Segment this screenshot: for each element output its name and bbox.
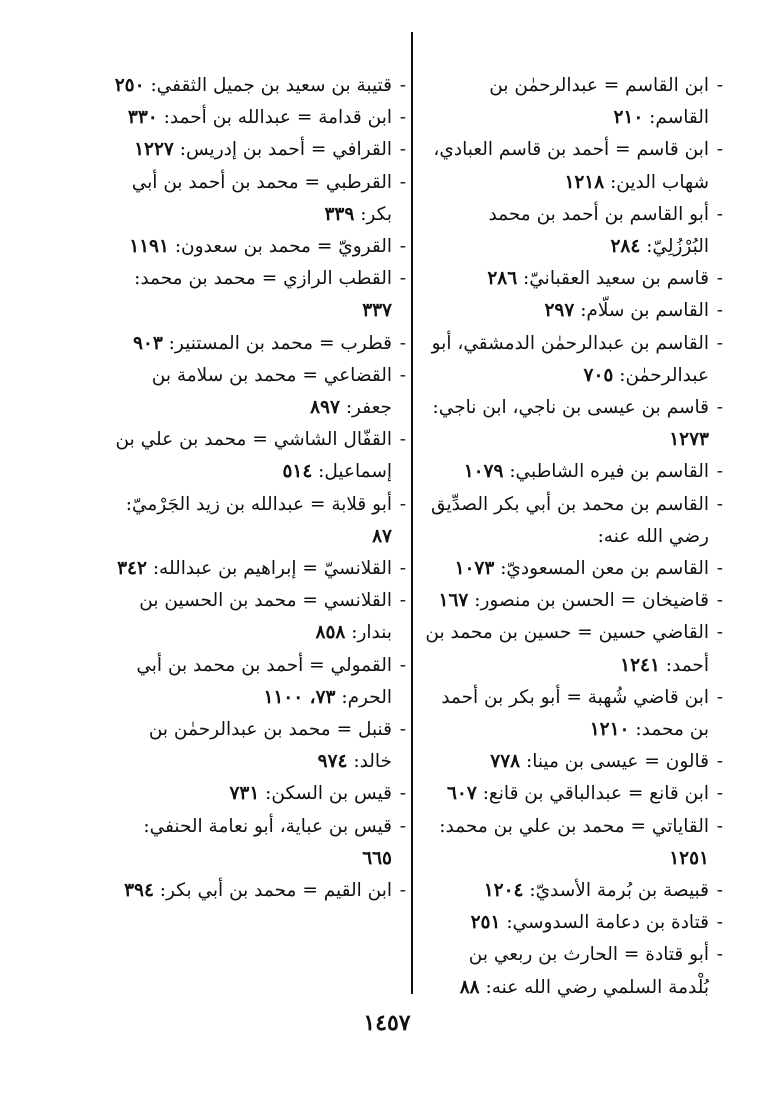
entry-text: قالون = عيسى بن مينا: — [525, 751, 709, 773]
index-entry — [108, 811, 406, 875]
page-number: ١٤٥٧ — [363, 1010, 411, 1036]
index-entry — [108, 231, 406, 263]
index-entry — [108, 553, 406, 585]
entry-text: القاسم بن محمد بن أبي بكر الصدِّيق رضي الله عنه: — [431, 493, 709, 547]
index-entry — [425, 134, 723, 198]
entry-bullet: - — [716, 139, 723, 161]
entry-text: قيس بن عباية، أبو نعامة الحنفي: — [143, 815, 392, 837]
index-entry — [425, 553, 723, 585]
entry-page-number: ١٢٥١ — [669, 847, 709, 869]
index-entry — [425, 199, 723, 263]
entry-page-number: ١٢١٠ — [589, 719, 630, 741]
entry-text: ابن القيم = محمد بن أبي بكر: — [159, 880, 392, 902]
entry-text: القاسم بن معن المسعوديّ: — [500, 558, 709, 580]
index-entry — [108, 167, 406, 231]
entry-text: ابن القاسم = عبدالرحمٰن بن القاسم: — [489, 75, 709, 129]
entry-page-number: ٣٣٧ — [362, 300, 392, 322]
entry-page-number: ٢١٠ — [613, 107, 644, 129]
entry-text: قنبل = محمد بن عبدالرحمٰن بن خالد: — [148, 719, 392, 773]
index-entry — [108, 360, 406, 424]
index-column-left — [108, 70, 406, 907]
entry-bullet: - — [399, 558, 406, 580]
entry-bullet: - — [399, 107, 406, 129]
entry-text: ابن قدامة = عبدالله بن أحمد: — [163, 107, 392, 129]
entry-bullet: - — [716, 332, 723, 354]
entry-bullet: - — [716, 686, 723, 708]
entry-page-number: ٦٠٧ — [447, 783, 477, 805]
entry-bullet: - — [399, 332, 406, 354]
entry-text: القلانسي = محمد بن الحسين بن بندار: — [139, 590, 392, 644]
entry-bullet: - — [716, 75, 723, 96]
entry-text: أبو قلابة = عبدالله بن زيد الجَرْميّ: — [125, 493, 392, 515]
entry-page-number: ٩٧٤ — [317, 751, 348, 773]
entry-page-number: ٣٤٢ — [117, 558, 147, 580]
entry-bullet: - — [716, 944, 723, 966]
entry-page-number: ٢٩٧ — [544, 300, 575, 322]
entry-page-number: ٧٧٨ — [490, 751, 521, 773]
entry-text: القاضي حسين = حسين بن محمد بن أحمد: — [425, 622, 709, 676]
index-entry — [108, 70, 406, 102]
entry-bullet: - — [399, 364, 406, 386]
entry-text: القاسم بن عبدالرحمٰن الدمشقي، أبو عبدالرحمٰن: — [431, 332, 709, 386]
entry-bullet: - — [716, 912, 723, 934]
index-entry — [425, 263, 723, 295]
entry-page-number: ٨٥٨ — [315, 622, 346, 644]
entry-bullet: - — [716, 268, 723, 290]
entry-bullet: - — [716, 558, 723, 580]
entry-bullet: - — [399, 268, 406, 290]
entry-text: ابن قاسم = أحمد بن قاسم العبادي، شهاب الدين: — [433, 139, 709, 193]
entry-bullet: - — [399, 783, 406, 805]
index-entry — [425, 778, 723, 810]
entry-page-number: ١٠٧٩ — [463, 461, 504, 483]
entry-text: قطرب = محمد بن المستنير: — [168, 332, 392, 354]
entry-bullet: - — [716, 815, 723, 837]
entry-page-number: ٨٧ — [372, 525, 392, 547]
index-entry — [108, 875, 406, 907]
entry-bullet: - — [399, 880, 406, 902]
index-entry — [108, 585, 406, 649]
index-entry — [108, 424, 406, 488]
index-entry — [425, 585, 723, 617]
entry-bullet: - — [716, 493, 723, 515]
entry-bullet: - — [716, 783, 723, 805]
entry-text: قتيبة بن سعيد بن جميل الثقفي: — [150, 75, 392, 96]
entry-text: ابن قاضي شُهبة = أبو بكر بن أحمد بن محمد: — [441, 686, 709, 741]
entry-page-number: ١١٩١ — [129, 236, 169, 258]
entry-bullet: - — [716, 751, 723, 773]
entry-page-number: ٧٣١ — [229, 783, 260, 805]
index-entry — [108, 263, 406, 327]
index-entry — [425, 907, 723, 939]
entry-page-number: ١٢٧٣ — [669, 429, 709, 451]
entry-page-number: ٣٣٠ — [127, 107, 158, 129]
index-entry — [425, 295, 723, 327]
index-entry — [425, 682, 723, 746]
entry-page-number: ١٦٧ — [438, 590, 469, 612]
entry-text: قاسم بن سعيد العقبانيّ: — [523, 268, 709, 290]
entry-bullet: - — [399, 654, 406, 676]
index-entry — [425, 617, 723, 681]
entry-text: القلانسيّ = إبراهيم بن عبدالله: — [152, 558, 392, 580]
entry-text: القاسم بن فيره الشاطبي: — [509, 461, 709, 483]
entry-bullet: - — [399, 590, 406, 612]
entry-page-number: ١٢١٨ — [564, 171, 605, 193]
index-entry — [425, 328, 723, 392]
index-entry — [425, 875, 723, 907]
entry-page-number: ١٢٠٤ — [483, 880, 524, 902]
index-entry — [425, 392, 723, 456]
entry-bullet: - — [716, 397, 723, 419]
entry-text: القاسم بن سلّام: — [580, 300, 709, 322]
entry-text: القاياتي = محمد بن علي بن محمد: — [439, 815, 709, 837]
index-entry — [108, 489, 406, 553]
entry-page-number: ٢٥٠ — [114, 75, 145, 96]
index-entry — [425, 489, 723, 553]
entry-bullet: - — [716, 203, 723, 225]
index-entry — [425, 746, 723, 778]
entry-page-number: ١٠٧٣ — [454, 558, 495, 580]
entry-bullet: - — [399, 815, 406, 837]
entry-bullet: - — [399, 236, 406, 258]
entry-text: قاسم بن عيسى بن ناجي، ابن ناجي: — [432, 397, 709, 419]
entry-bullet: - — [399, 429, 406, 451]
index-entry — [108, 102, 406, 134]
entry-text: أبو القاسم بن أحمد بن محمد البُرْزُلِيّ: — [488, 203, 709, 258]
entry-bullet: - — [716, 461, 723, 483]
entry-page-number: ٨٨ — [459, 976, 480, 998]
entry-text: القرطبي = محمد بن أحمد بن أبي بكر: — [131, 171, 392, 225]
entry-text: القرويّ = محمد بن سعدون: — [174, 236, 392, 258]
index-column-right — [425, 70, 723, 1004]
index-entry — [425, 456, 723, 488]
index-entry — [425, 70, 723, 134]
entry-bullet: - — [399, 139, 406, 161]
entry-page-number: ٢٨٤ — [610, 236, 641, 258]
index-entry — [108, 778, 406, 810]
entry-page-number: ١٢٢٧ — [134, 139, 174, 161]
entry-page-number: ٧٠٥ — [583, 364, 614, 386]
entry-bullet: - — [716, 880, 723, 902]
entry-bullet: - — [399, 75, 406, 96]
entry-text: قاضيخان = الحسن بن منصور: — [474, 590, 709, 612]
entry-page-number: ٢٨٦ — [487, 268, 518, 290]
index-entry — [108, 328, 406, 360]
entry-page-number: ٣٩٤ — [124, 880, 154, 902]
entry-text: القطب الرازي = محمد بن محمد: — [134, 268, 392, 290]
entry-text: قتادة بن دعامة السدوسي: — [506, 912, 709, 934]
entry-page-number: ٥١٤ — [282, 461, 313, 483]
entry-text: قبيصة بن بُرمة الأسديّ: — [529, 880, 709, 902]
entry-bullet: - — [399, 719, 406, 741]
entry-page-number: ٩٠٣ — [132, 332, 163, 354]
entry-bullet: - — [716, 300, 723, 322]
index-entry — [425, 811, 723, 875]
column-divider — [411, 32, 413, 994]
entry-page-number: ١٢٤١ — [620, 654, 660, 676]
entry-text: القضاعي = محمد بن سلامة بن جعفر: — [151, 364, 392, 419]
entry-page-number: ٢٥١ — [470, 912, 501, 934]
entry-bullet: - — [399, 493, 406, 515]
index-entry — [108, 134, 406, 166]
entry-text: القمولي = أحمد بن محمد بن أبي الحرم: — [136, 654, 392, 708]
index-entry — [108, 650, 406, 714]
entry-bullet: - — [399, 171, 406, 193]
entry-text: القفّال الشاشي = محمد بن علي بن إسماعيل: — [115, 429, 392, 483]
entry-page-number: ٧٣، ١١٠٠ — [263, 686, 336, 708]
entry-page-number: ٣٣٩ — [324, 203, 355, 225]
entry-page-number: ٨٩٧ — [310, 397, 340, 419]
entry-bullet: - — [716, 622, 723, 644]
entry-text: ابن قانع = عبدالباقي بن قانع: — [482, 783, 709, 805]
index-entry — [108, 714, 406, 778]
entry-page-number: ٦٦٥ — [362, 847, 392, 869]
entry-text: القرافي = أحمد بن إدريس: — [179, 139, 392, 161]
entry-text: أبو قتادة = الحارث بن ربعي بن بُلْدمة السلمي رضي الله عنه: — [468, 944, 709, 998]
index-entry — [425, 939, 723, 1003]
entry-bullet: - — [716, 590, 723, 612]
entry-text: قيس بن السكن: — [265, 783, 392, 805]
